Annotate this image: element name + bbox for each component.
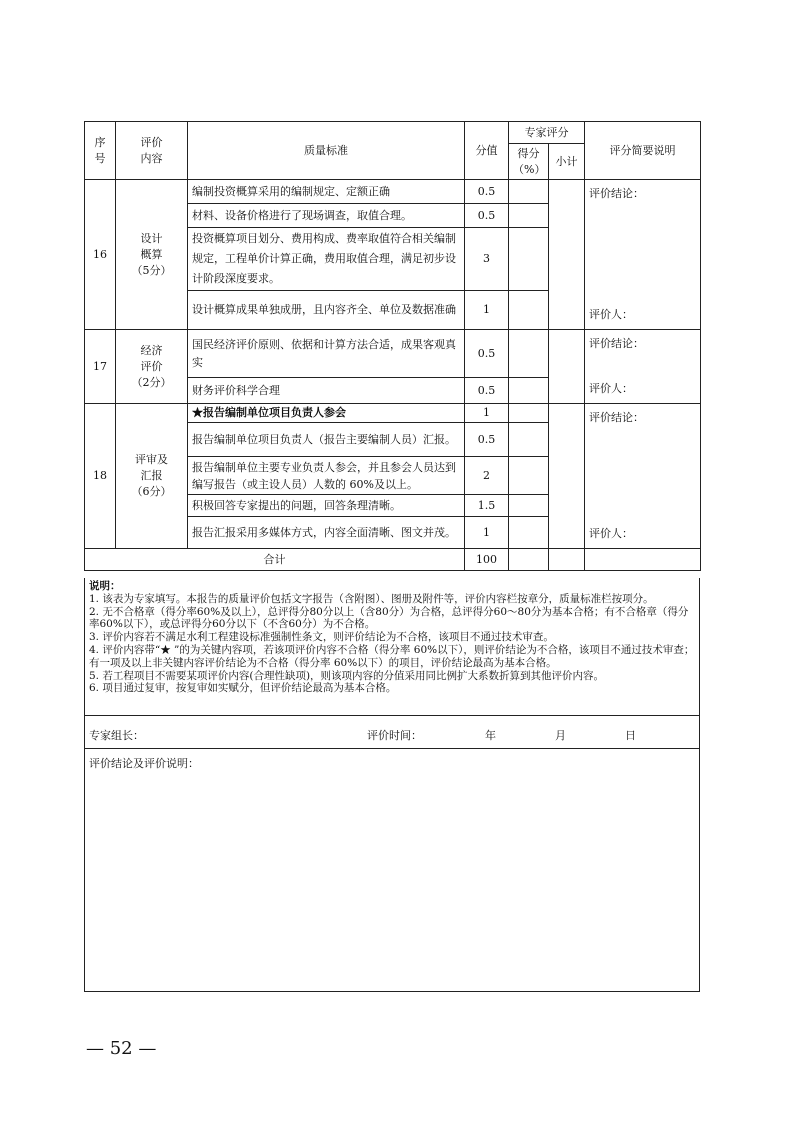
got-score-cell[interactable]	[509, 423, 549, 457]
month-label: 月	[555, 729, 566, 742]
expert-leader-label: 专家组长：	[89, 729, 144, 742]
note-item: 3. 评价内容若不满足水利工程建设标准强制性条文，则评价结论为不合格，该项目不通过技术审查。	[89, 631, 554, 644]
header-standard: 质量标准	[188, 122, 465, 180]
row-content: 设计 概算 （5分）	[116, 180, 188, 330]
remark-cell[interactable]	[585, 330, 701, 404]
note-item: 1. 该表为专家填写。本报告的质量评价包括文字报告（含附图）、图册及附件等，评价内容栏按章分，质量标准栏按项分。	[89, 592, 654, 605]
got-score-cell[interactable]	[509, 291, 549, 330]
standard-text: 报告编制单位主要专业负责人参会，并且参会人员达到编写报告（或主设人员）人数的 60%及以上。	[188, 457, 465, 495]
standard-text: 国民经济评价原则、依据和计算方法合适，成果客观真实	[188, 330, 465, 378]
standard-text: 报告编制单位项目负责人（报告主要编制人员）汇报。	[188, 423, 465, 457]
row-number: 18	[85, 404, 116, 549]
got-score-cell[interactable]	[509, 495, 549, 517]
evaluator-label: 评价人：	[589, 382, 633, 395]
conclusion-box[interactable]	[84, 749, 700, 992]
note-item: 2. 无不合格章（得分率60%及以上），总评得分80分以上（含80分）为合格，总评得分60～80分为基本合格；有不合格章（得分率60%以下），或总评得分60分以下（不含60分）为不合格。	[89, 605, 689, 631]
subtotal-cell[interactable]	[549, 180, 585, 330]
row-number: 16	[85, 180, 116, 330]
conclusion-label: 评价结论：	[589, 411, 644, 424]
standard-text: 材料、设备价格进行了现场调查，取值合理。	[188, 204, 465, 228]
table-header-row	[85, 122, 701, 144]
total-remark-cell[interactable]	[585, 549, 701, 571]
score-value: 1	[465, 404, 509, 423]
header-content: 评价 内容	[116, 122, 188, 180]
header-score: 分值	[465, 122, 509, 180]
score-value: 2	[465, 457, 509, 495]
page-number: — 52 —	[86, 1038, 157, 1059]
score-value: 0.5	[465, 423, 509, 457]
note-item: 5. 若工程项目不需要某项评价内容(合理性缺项)，则该项内容的分值采用同比例扩大系数折算到其他评价内容。	[89, 669, 605, 682]
got-score-cell[interactable]	[509, 404, 549, 423]
standard-text: 积极回答专家提出的问题，回答条理清晰。	[188, 495, 465, 517]
score-value: 0.5	[465, 180, 509, 204]
got-score-cell[interactable]	[509, 378, 549, 404]
notes-section	[84, 578, 700, 716]
row-content: 评审及 汇报 （6分）	[116, 404, 188, 549]
conclusion-label: 评价结论：	[589, 187, 644, 200]
subtotal-cell[interactable]	[549, 330, 585, 404]
total-label: 合计	[85, 549, 465, 571]
got-score-cell[interactable]	[509, 228, 549, 291]
score-value: 0.5	[465, 378, 509, 404]
score-value: 1	[465, 291, 509, 330]
got-score-cell[interactable]	[509, 517, 549, 549]
year-label: 年	[485, 729, 496, 742]
score-value: 1.5	[465, 495, 509, 517]
total-score: 100	[465, 549, 509, 571]
header-subtotal: 小计	[549, 144, 585, 180]
standard-text: 财务评价科学合理	[188, 378, 465, 404]
evaluator-label: 评价人：	[589, 527, 633, 540]
expert-signature-row	[84, 716, 700, 749]
evaluator-label: 评价人：	[589, 308, 633, 321]
table-row	[85, 180, 701, 204]
total-row	[85, 549, 701, 571]
header-got-score: 得分 （%）	[509, 144, 549, 180]
score-value: 0.5	[465, 204, 509, 228]
header-remark: 评分简要说明	[585, 122, 701, 180]
got-score-cell[interactable]	[509, 180, 549, 204]
got-score-cell[interactable]	[509, 330, 549, 378]
day-label: 日	[625, 729, 636, 742]
conclusion-label: 评价结论：	[589, 337, 644, 350]
standard-text: 投资概算项目划分、费用构成、费率取值符合相关编制规定，工程单价计算正确，费用取值合理，满足初步设计阶段深度要求。	[188, 228, 465, 291]
notes-title: 说明：	[89, 580, 121, 592]
standard-text: 报告汇报采用多媒体方式，内容全面清晰、图文并茂。	[188, 517, 465, 549]
standard-text-key-item: ★报告编制单位项目负责人参会	[188, 404, 465, 423]
standard-text: 设计概算成果单独成册，且内容齐全、单位及数据准确	[188, 291, 465, 330]
header-expert-score: 专家评分	[509, 122, 585, 144]
row-content: 经济 评价 （2分）	[116, 330, 188, 404]
subtotal-cell[interactable]	[549, 404, 585, 549]
row-number: 17	[85, 330, 116, 404]
conclusion-box-label: 评价结论及评价说明：	[89, 757, 199, 770]
score-value: 3	[465, 228, 509, 291]
evaluation-time-label: 评价时间：	[367, 729, 422, 742]
got-score-cell[interactable]	[509, 457, 549, 495]
score-value: 1	[465, 517, 509, 549]
got-score-cell[interactable]	[509, 204, 549, 228]
table-row	[85, 404, 701, 423]
table-row	[85, 330, 701, 378]
note-item: 4. 评价内容带“★ ”的为关键内容项，若该项评价内容不合格（得分率 60%以下），则评价结论为不合格，该项目不通过技术审查；有一项及以上非关键内容评价结论为不合格（得分率 60%以下）的项目，评价结论最高为基本合格。	[89, 643, 695, 669]
total-subtotal-cell[interactable]	[549, 549, 585, 571]
evaluation-table	[84, 121, 701, 571]
total-got-score-cell[interactable]	[509, 549, 549, 571]
header-seq: 序 号	[85, 122, 116, 180]
remark-cell[interactable]	[585, 404, 701, 549]
score-value: 0.5	[465, 330, 509, 378]
remark-cell[interactable]	[585, 180, 701, 330]
note-item: 6. 项目通过复审，按复审如实赋分，但评价结论最高为基本合格。	[89, 682, 397, 695]
standard-text: 编制投资概算采用的编制规定、定额正确	[188, 180, 465, 204]
